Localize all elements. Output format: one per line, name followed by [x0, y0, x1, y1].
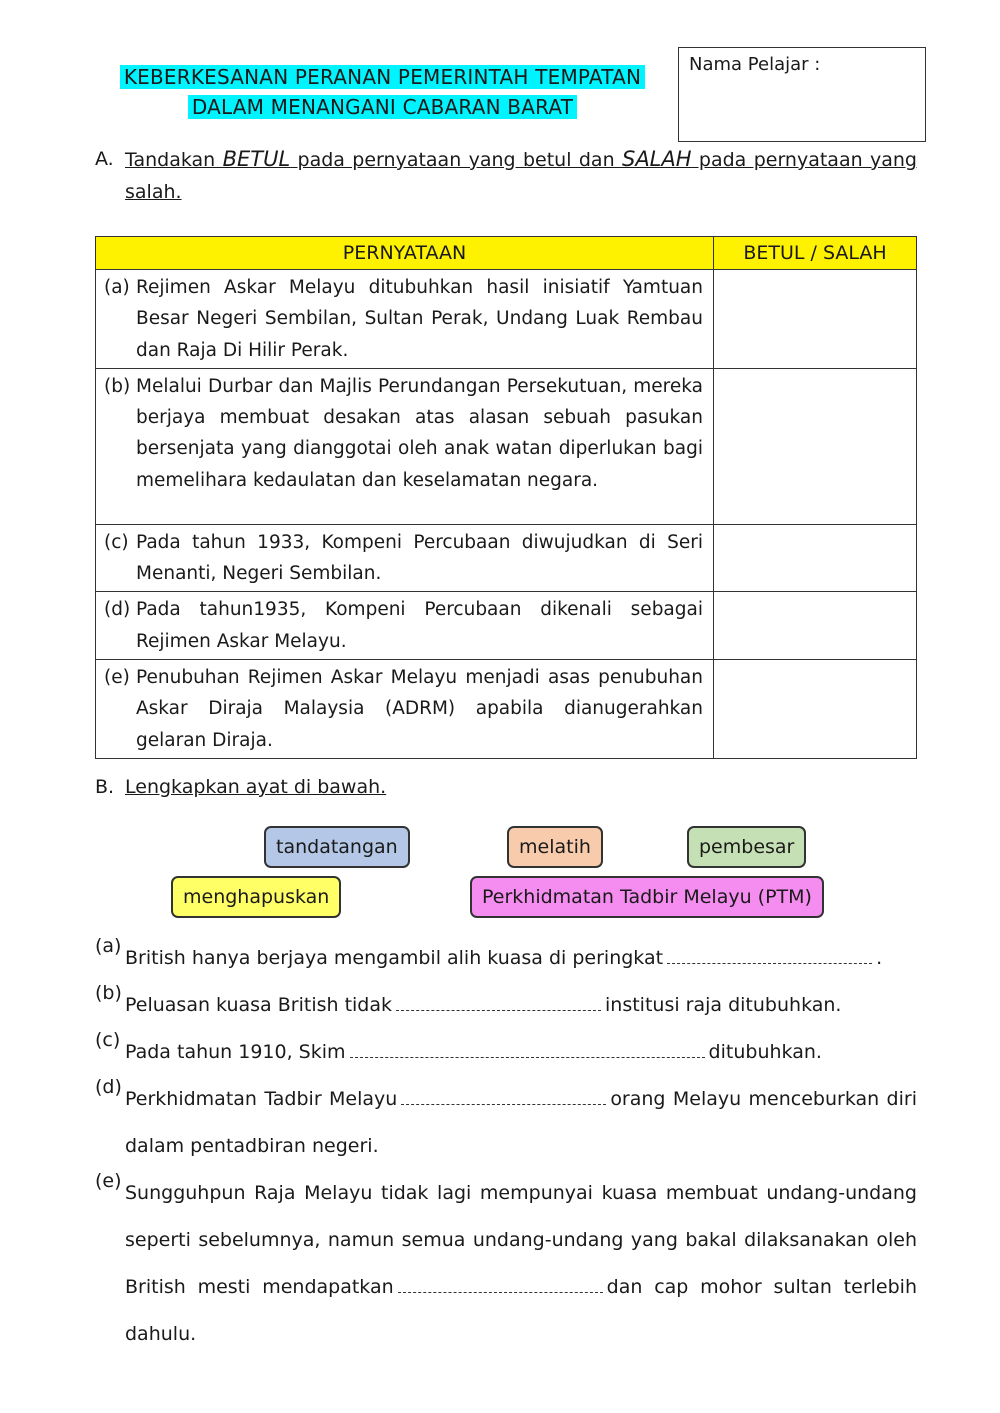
section-b-letter: B. [95, 776, 115, 798]
word-chip-melatih[interactable]: melatih [507, 826, 603, 868]
word-chip-pembesar[interactable]: pembesar [687, 826, 806, 868]
statement-cell: (e) Penubuhan Rejimen Askar Melayu menjadi asas penubuhan Askar Diraja Malaysia (ADRM) apabila dianugerahkan gelaran Diraja. [96, 660, 714, 759]
answer-cell[interactable] [714, 270, 917, 369]
table-row [96, 660, 917, 759]
table-row [96, 524, 917, 592]
betul-keyword: BETUL [222, 147, 291, 171]
student-name-label: Nama Pelajar : [689, 54, 821, 75]
answer-blank[interactable] [398, 1278, 603, 1293]
word-chip-menghapuskan[interactable]: menghapuskan [171, 876, 341, 918]
sentence-b: (b) Peluasan kuasa British tidak institusi raja ditubuhkan. [95, 982, 842, 1016]
statement-cell: (d) Pada tahun1935, Kompeni Percubaan dikenali sebagai Rejimen Askar Melayu. [96, 592, 714, 660]
table-header-row [96, 237, 917, 270]
section-a-instruction-text: Tandakan BETUL pada pernyataan yang betul dan SALAH pada pernyataan yang salah. [125, 147, 917, 203]
title-line-1: KEBERKESANAN PERANAN PEMERINTAH TEMPATAN [120, 65, 645, 89]
section-a-letter: A. [95, 148, 114, 170]
sentence-c: (c) Pada tahun 1910, Skim ditubuhkan. [95, 1029, 822, 1063]
answer-cell[interactable] [714, 368, 917, 524]
table-row [96, 368, 917, 524]
answer-blank[interactable] [396, 996, 601, 1011]
header-pernyataan: PERNYATAAN [96, 237, 714, 270]
table-row [96, 592, 917, 660]
sentence-a: (a) British hanya berjaya mengambil alih kuasa di peringkat . [95, 935, 883, 969]
statement-table [95, 236, 917, 759]
section-b-instruction-text: Lengkapkan ayat di bawah. [125, 776, 387, 798]
table-row [96, 270, 917, 369]
word-chip-ptm[interactable]: Perkhidmatan Tadbir Melayu (PTM) [470, 876, 824, 918]
title-line-2: DALAM MENANGANI CABARAN BARAT [188, 95, 577, 119]
answer-cell[interactable] [714, 592, 917, 660]
sentence-d: (d) Perkhidmatan Tadbir Melayu orang Melayu menceburkan diri dalam pentadbiran negeri. [95, 1076, 917, 1157]
sentence-e: (e) Sungguhpun Raja Melayu tidak lagi mempunyai kuasa membuat undang-undang seperti sebelumnya, namun semua undang-undang yang bakal dilaksanakan oleh British mesti mendapatkan dan cap mohor sultan terlebih dahulu. [95, 1170, 917, 1345]
statement-cell: (c) Pada tahun 1933, Kompeni Percubaan diwujudkan di Seri Menanti, Negeri Sembilan. [96, 524, 714, 592]
section-a-instruction [95, 143, 917, 208]
answer-cell[interactable] [714, 660, 917, 759]
word-chip-tandatangan[interactable]: tandatangan [264, 826, 410, 868]
section-b-instruction [95, 771, 386, 803]
answer-blank[interactable] [401, 1090, 606, 1105]
answer-cell[interactable] [714, 524, 917, 592]
statement-cell: (b) Melalui Durbar dan Majlis Perundangan Persekutuan, mereka berjaya membuat desakan atas alasan sebuah pasukan bersenjata yang dianggotai oleh anak watan diperlukan bagi memelihara kedaulatan dan keselamatan negara. [96, 368, 714, 524]
worksheet-title [110, 62, 655, 122]
statement-cell: (a) Rejimen Askar Melayu ditubuhkan hasil inisiatif Yamtuan Besar Negeri Sembilan, Sultan Perak, Undang Luak Rembau dan Raja Di Hilir Perak. [96, 270, 714, 369]
answer-blank[interactable] [350, 1043, 705, 1058]
header-betul-salah: BETUL / SALAH [714, 237, 917, 270]
student-name-box[interactable] [678, 47, 926, 142]
salah-keyword: SALAH [621, 147, 692, 171]
answer-blank[interactable] [667, 949, 872, 964]
